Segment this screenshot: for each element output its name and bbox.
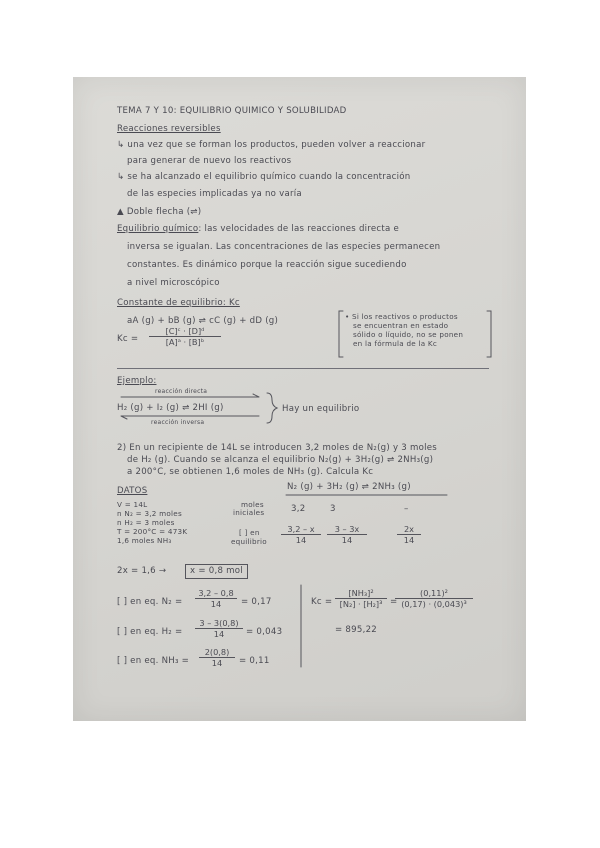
table-reaction: N₂ (g) + 3H₂ (g) ⇌ 2NH₃ (g) (287, 482, 411, 492)
kc-general-denominator: [A]ᵃ · [B]ᵇ (165, 337, 205, 348)
kc-lhs: Kc = (311, 597, 333, 607)
eq-h2-calc-den: 14 (213, 629, 225, 640)
solid-liquid-note-2: se encuentran en estado (353, 321, 449, 330)
eq-h2-result: = 0,043 (246, 627, 283, 637)
notebook-photo (73, 77, 526, 721)
eq-h2-calc-num: 3 – 3(0,8) (199, 618, 239, 628)
eq-n2-lhs: [ ] en eq. N₂ = (117, 597, 183, 607)
eq-n2-denominator: 14 (295, 535, 307, 546)
eq-n2-result: = 0,17 (241, 597, 272, 607)
inverse-reaction-label: reacción inversa (151, 419, 205, 426)
inverse-arrow (121, 416, 259, 419)
eq-nh3-numerator: 2x (403, 524, 415, 534)
note-line-4: de las especies implicadas ya no varía (127, 189, 302, 199)
row-initial-label-b: iniciales (233, 508, 265, 517)
row-eq-label-b: equilibrio (231, 537, 267, 546)
problem-line-1: 2) En un recipiente de 14L se introducen 3,2 moles de N₂(g) y 3 moles (117, 443, 438, 453)
kc-result: = 895,22 (335, 625, 378, 635)
solid-liquid-note-4: en la fórmula de la Kc (353, 339, 438, 348)
initial-n2: 3,2 (291, 504, 306, 514)
note-line-1: ↳ una vez que se forman los productos, pueden volver a reaccionar (117, 140, 426, 150)
example-label: Ejemplo: (117, 376, 157, 386)
section-title: Reacciones reversibles (117, 124, 221, 134)
equilibrium-conclusion: Hay un equilibrio (282, 404, 360, 414)
data-label: DATOS (117, 486, 148, 496)
initial-h2: 3 (330, 504, 336, 514)
note-line-5: ▲ Doble flecha (⇌) (117, 207, 202, 217)
row-initial-label-a: moles (241, 500, 264, 509)
kc-general-lhs: Kc = (117, 334, 139, 344)
solve-x: 2x = 1,6 → (117, 566, 167, 576)
general-reaction: aA (g) + bB (g) ⇌ cC (g) + dD (g) (127, 316, 279, 326)
eq-h2-denominator: 14 (341, 535, 353, 546)
solid-liquid-note-3: sólido o líquido, no se ponen (353, 330, 464, 339)
equilibrium-definition: : las velocidades de las reacciones directa e (198, 224, 400, 234)
kc-general-numerator: [C]ᶜ · [D]ᵈ (165, 326, 205, 336)
eq-nh3-lhs: [ ] en eq. NH₃ = (117, 656, 190, 666)
note-line-9: a nivel microscópico (127, 278, 220, 288)
equilibrium-brace (267, 393, 277, 423)
note-line-8: constantes. Es dinámico porque la reacción sigue sucediendo (127, 260, 407, 270)
kc-formula-num: [NH₃]² (348, 588, 374, 598)
data-volume: V = 14L (117, 500, 148, 509)
x-result-box: x = 0,8 mol (185, 564, 248, 579)
eq-h2-lhs: [ ] en eq. H₂ = (117, 627, 183, 637)
eq-n2-numerator: 3,2 – x (287, 524, 315, 534)
ink-marks (73, 77, 526, 721)
constant-label: Constante de equilibrio: Kc (117, 298, 240, 308)
eq-nh3-calc-num: 2(0,8) (204, 647, 230, 657)
eq-n2-calc-num: 3,2 – 0,8 (198, 588, 234, 598)
handwritten-page (73, 77, 526, 721)
data-moles-n2: n N₂ = 3,2 moles (117, 509, 182, 518)
kc-equals: = (390, 597, 398, 607)
solid-liquid-note-1: • Si los reactivos o productos (345, 312, 458, 321)
direct-reaction-label: reacción directa (155, 388, 208, 395)
equilibrium-term: Equilibrio químico (117, 224, 199, 234)
data-moles-h2: n H₂ = 3 moles (117, 518, 175, 527)
note-left-bracket (339, 311, 343, 357)
row-eq-label-a: [ ] en (239, 528, 260, 537)
kc-formula-den: [N₂] · [H₂]³ (339, 599, 383, 610)
kc-substitution-num: (0,11)² (420, 588, 448, 598)
eq-nh3-result: = 0,11 (239, 656, 270, 666)
note-line-7: inversa se igualan. Las concentraciones de las especies permanecen (127, 242, 441, 252)
direct-arrow (121, 394, 259, 397)
kc-substitution-den: (0,17) · (0,043)³ (401, 599, 467, 610)
initial-nh3: – (404, 504, 409, 514)
problem-line-2: de H₂ (g). Cuando se alcanza el equilibrio N₂(g) + 3H₂(g) ⇌ 2NH₃(g) (127, 455, 434, 465)
eq-h2-numerator: 3 – 3x (334, 524, 360, 534)
data-moles-nh3: 1,6 moles NH₃ (117, 536, 172, 545)
note-right-bracket (487, 311, 491, 357)
eq-nh3-calc-den: 14 (211, 658, 223, 669)
data-temperature: T = 200°C = 473K (117, 527, 188, 536)
example-equation: H₂ (g) + I₂ (g) ⇌ 2HI (g) (117, 403, 224, 413)
eq-nh3-denominator: 14 (403, 535, 415, 546)
page-title: TEMA 7 Y 10: EQUILIBRIO QUIMICO Y SOLUBILIDAD (117, 106, 347, 116)
eq-n2-calc-den: 14 (210, 599, 222, 610)
note-line-2: para generar de nuevo los reactivos (127, 156, 292, 166)
problem-line-3: a 200°C, se obtienen 1,6 moles de NH₃ (g). Calcula Kc (127, 467, 374, 477)
note-line-3: ↳ se ha alcanzado el equilibrio químico cuando la concentración (117, 172, 411, 182)
